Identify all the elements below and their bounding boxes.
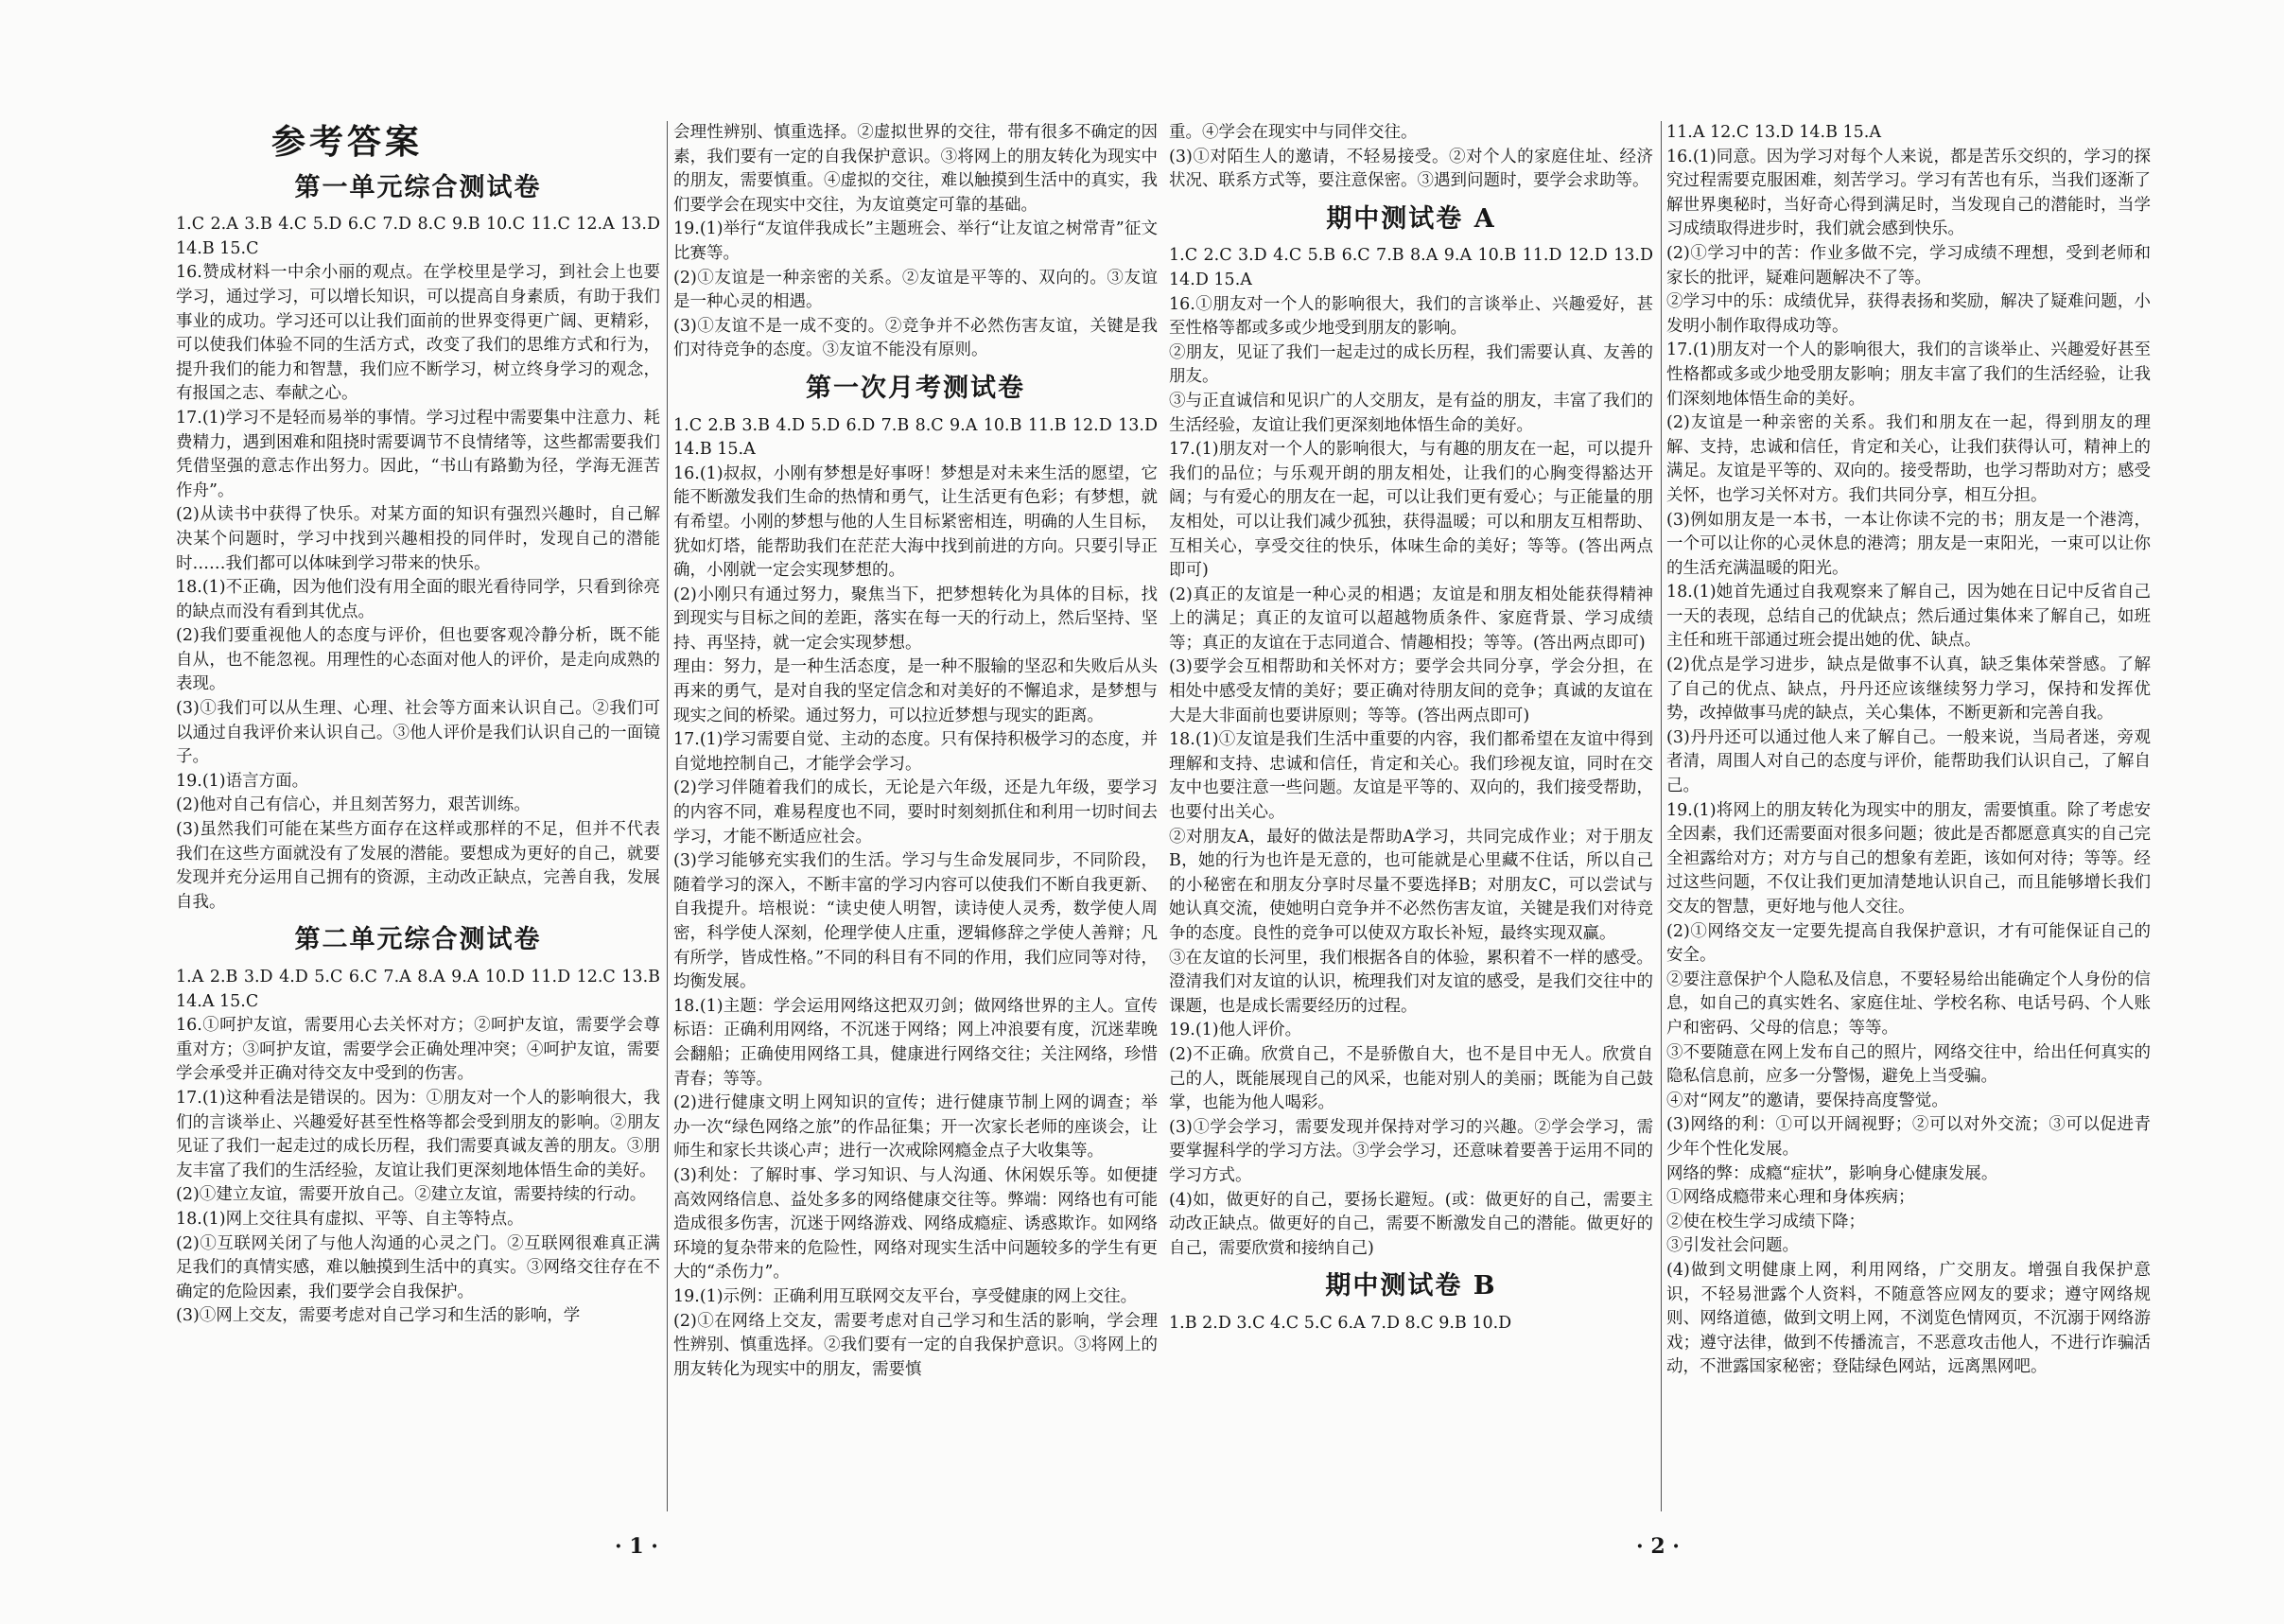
answer-paragraph: (3)①我们可以从生理、心理、社会等方面来认识自己。②我们可以通过自我评价来认识自己。③他人评价是我们认识自己的一面镜子。 (176, 699, 660, 767)
answer-paragraph: 18.(1)她首先通过自我观察来了解自己，因为她在日记中反省自己一天的表现，总结自己的优缺点；然后通过集体来了解自己，如班主任和班干部通过班会提出她的优、缺点。 (1666, 583, 2151, 651)
answer-paragraph: (2)进行健康文明上网知识的宣传；进行健康节制上网的调查；举办一次“绿色网络之旅”的作品征集；开一次家长老师的座谈会，让师生和家长共谈心声；进行一次戒除网瘾金点子大收集等。 (673, 1093, 1158, 1161)
page-title: 参考答案 (270, 122, 423, 162)
answer-paragraph: ②学习中的乐：成绩优异，获得表扬和奖励，解决了疑难问题，小发明小制作取得成功等。 (1666, 292, 2151, 336)
answer-paragraph: ②使在校生学习成绩下降； (1666, 1212, 1865, 1231)
answer-paragraph: 17.(1)朋友对一个人的影响很大，与有趣的朋友在一起，可以提升我们的品位；与乐观开朗的朋友相处，让我们的心胸变得豁达开阔；与有爱心的朋友在一起，可以让我们更有爱心；与正能量的朋友相处，可以让我们减少孤独，获得温暖；可以和朋友互相帮助、互相关心，享受交往的快乐，体味生命的美好；等等。(答出两点即可) (1169, 440, 1653, 581)
section-heading: 期中测试卷 B (1325, 1271, 1497, 1301)
answer-paragraph: (2)①友谊是一种亲密的关系。②友谊是平等的、双向的。③友谊是一种心灵的相遇。 (673, 268, 1158, 312)
multiple-choice-answers: 1.B 2.D 3.C 4.C 5.C 6.A 7.D 8.C 9.B 10.D (1169, 1313, 1512, 1333)
answer-paragraph: (2)①在网络上交友，需要考虑对自己学习和生活的影响，学会理性辨别、慎重选择。②我们要有一定的自我保护意识。③将网上的朋友转化为现实中的朋友，需要慎 (673, 1311, 1158, 1379)
answer-paragraph: 18.(1)①友谊是我们生活中重要的内容，我们都希望在友谊中得到理解和支持、忠诚和信任，肯定和关心。我们珍视友谊，同时在交友中也要注意一些问题。友谊是平等的、双向的，我们接受帮助，也要付出关心。 (1169, 730, 1653, 823)
answer-paragraph: (3)丹丹还可以通过他人来了解自己。一般来说，当局者迷，旁观者清，周围人对自己的态度与评价，能帮助我们认识自己，了解自己。 (1666, 727, 2151, 796)
answer-paragraph: 网络的弊：成瘾“症状”，影响身心健康发展。 (1666, 1163, 1998, 1183)
answer-paragraph: ③与正直诚信和见识广的人交朋友，是有益的朋友，丰富了我们的生活经验，友谊让我们更深刻地体悟生命的美好。 (1169, 391, 1653, 435)
page-number-right: · 2 · (1636, 1534, 1680, 1559)
answer-paragraph: 17.(1)学习不是轻而易举的事情。学习过程中需要集中注意力、耗费精力，遇到困难和阻挠时需要调节不良情绪等，这些都需要我们凭借坚强的意志作出努力。因此，“书山有路勤为径，学海无涯苦作舟”。 (176, 408, 660, 500)
answer-paragraph: ③在友谊的长河里，我们根据各自的体验，累积着不一样的感受。澄清我们对友谊的认识，梳理我们对友谊的感受，是我们交往中的课题，也是成长需要经历的过程。 (1169, 948, 1653, 1016)
section-heading: 第一次月考测试卷 (806, 373, 1025, 403)
answer-paragraph: (2)①学习中的苦：作业多做不完，学习成绩不理想，受到老师和家长的批评，疑难问题解决不了等。 (1666, 243, 2151, 288)
answer-paragraph: 会理性辨别、慎重选择。②虚拟世界的交往，带有很多不确定的因素，我们要有一定的自我保护意识。③将网上的朋友转化为现实中的朋友，需要慎重。④虚拟的交往，难以触摸到生活中的真实，我们要学会在现实中交往，为友谊奠定可靠的基础。 (673, 123, 1158, 215)
answer-paragraph: ②要注意保护个人隐私及信息，不要轻易给出能确定个人身份的信息，如自己的真实姓名、家庭住址、学校名称、电话号码、个人账户和密码、父母的信息；等等。 (1666, 969, 2151, 1038)
multiple-choice-answers: 1.C 2.C 3.D 4.C 5.B 6.C 7.B 8.A 9.A 10.B 11.D 12.D 13.D 14.D 15.A (1169, 246, 1653, 289)
answer-paragraph: (2)学习伴随着我们的成长，无论是六年级，还是九年级，要学习的内容不同，难易程度也不同，要时时刻刻抓住和利用一切时间去学习，才能不断适应社会。 (673, 778, 1158, 847)
answer-paragraph: 19.(1)将网上的朋友转化为现实中的朋友，需要慎重。除了考虑安全因素，我们还需要面对很多问题；彼此是否都愿意真实的自己完全袒露给对方；对方与自己的想象有差距，该如何对待；等等。经过这些问题，不仅让我们更加清楚地认识自己，而且能够增长我们交友的智慧，更好地与他人交往。 (1666, 800, 2151, 917)
multiple-choice-answers: 1.A 2.B 3.D 4.D 5.C 6.C 7.A 8.A 9.A 10.D 11.D 12.C 13.B 14.A 15.C (176, 968, 660, 1011)
column-divider (667, 121, 668, 1511)
multiple-choice-answers: 1.C 2.B 3.B 4.D 5.D 6.D 7.B 8.C 9.A 10.B 11.B 12.D 13.D 14.B 15.A (673, 415, 1158, 460)
section-heading: 第一单元综合测试卷 (294, 172, 542, 202)
answer-paragraph: 19.(1)他人评价。 (1169, 1021, 1302, 1040)
answer-paragraph: 17.(1)学习需要自觉、主动的态度。只有保持积极学习的态度，并自觉地控制自己，才能学会学习。 (673, 730, 1158, 774)
answer-paragraph: (3)①学会学习，需要发现并保持对学习的兴趣。②学会学习，需要掌握科学的学习方法。③学会学习，还意味着要善于运用不同的学习方式。 (1169, 1117, 1653, 1185)
answer-paragraph: (3)网络的利：①可以开阔视野；②可以对外交流；③可以促进青少年个性化发展。 (1666, 1115, 2151, 1159)
answer-paragraph: (2)小刚只有通过努力，聚焦当下，把梦想转化为具体的目标，找到现实与目标之间的差距，落实在每一天的行动上，然后坚持、坚持、再坚持，就一定会实现梦想。 (673, 585, 1158, 653)
answer-paragraph: ④对“网友”的邀请，要保持高度警觉。 (1666, 1091, 1948, 1110)
answer-paragraph: 18.(1)主题：学会运用网络这把双刃剑；做网络世界的主人。宣传标语：正确利用网络，不沉迷于网络；网上冲浪要有度，沉迷辈晚会翻船；正确使用网络工具，健康进行网络交往；关注网络，珍惜青春；等等。 (673, 996, 1158, 1089)
answer-paragraph: (3)要学会互相帮助和关怀对方；要学会共同分享，学会分担，在相处中感受友情的美好；要正确对待朋友间的竞争；真诚的友谊在大是大非面前也要讲原则；等等。(答出两点即可) (1169, 657, 1653, 725)
multiple-choice-answers: 11.A 12.C 13.D 14.B 15.A (1666, 123, 1881, 142)
answer-paragraph: 17.(1)朋友对一个人的影响很大，我们的言谈举止、兴趣爱好甚至性格都或多或少地受朋友影响；朋友丰富了我们的生活经验，让我们深刻地体悟生命的美好。 (1666, 341, 2151, 409)
answer-paragraph: (3)①友谊不是一成不变的。②竞争并不必然伤害友谊，关键是我们对待竞争的态度。③友谊不能没有原则。 (673, 316, 1158, 360)
answer-paragraph: (3)例如朋友是一本书，一本让你读不完的书；朋友是一个港湾，一个可以让你的心灵休息的港湾；朋友是一束阳光，一束可以让你的生活充满温暖的阳光。 (1666, 510, 2151, 578)
answer-paragraph: 17.(1)这种看法是错误的。因为：①朋友对一个人的影响很大，我们的言谈举止、兴趣爱好甚至性格等都会受到朋友的影响。②朋友见证了我们一起走过的成长历程，我们需要真诚友善的朋友。③朋友丰富了我们的生活经验，友谊让我们更深刻地体悟生命的美好。 (176, 1088, 660, 1180)
answer-paragraph: ①网络成瘾带来心理和身体疾病； (1666, 1188, 1915, 1208)
answer-paragraph: (2)不正确。欣赏自己，不是骄傲自大，也不是目中无人。欣赏自己的人，既能展现自己的风采，也能对别人的美丽；既能为自己鼓掌，也能为他人喝彩。 (1169, 1044, 1653, 1113)
answer-paragraph: (3)学习能够充实我们的生活。学习与生命发展同步，不同阶段，随着学习的深入，不断丰富的学习内容可以使我们不断自我更新、自我提升。培根说：“读史使人明智，读诗使人灵秀，数学使人周密，科学使人深刻，伦理学使人庄重，逻辑修辞之学使人善辩；凡有所学，皆成性格。”不同的科目有不同的作用，我们应同等对待，均衡发展。 (673, 851, 1158, 992)
answer-paragraph: 19.(1)示例：正确利用互联网交友平台，享受健康的网上交往。 (673, 1286, 1138, 1306)
answer-paragraph: (3)利处：了解时事、学习知识、与人沟通、休闲娱乐等。如便捷高效网络信息、益处多多的网络健康交往等。弊端：网络也有可能造成很多伤害，沉迷于网络游戏、网络成瘾症、诱惑欺诈。如网络环境的复杂带来的危险性，网络对现实生活中问题较多的学生有更大的“杀伤力”。 (673, 1165, 1158, 1283)
answer-paragraph: ②对朋友A，最好的做法是帮助A学习，共同完成作业；对于朋友B，她的行为也许是无意的，也可能就是心里藏不住话，所以自己的小秘密在和朋友分享时尽量不要选择B；对朋友C，可以尝试与她认真交流，使她明白竞争并不必然伤害友谊，关键是我们对待竞争的态度。良性的竞争可以使双方取长补短，最终实现双赢。 (1169, 827, 1653, 943)
answer-paragraph: 16.(1)同意。因为学习对每个人来说，都是苦乐交织的，学习的探究过程需要克服困难，刻苦学习。学习有苦也有乐，当我们逐渐了解世界奥秘时，当好奇心得到满足时，当发现自己的潜能时，当学习成绩取得进步时，我们就会感到快乐。 (1666, 147, 2151, 239)
answer-paragraph: (4)做到文明健康上网，利用网络，广交朋友。增强自我保护意识，不轻易泄露个人资料，不随意答应网友的要求；遵守网络规则、网络道德，做到文明上网，不浏览色情网页，不沉溺于网络游戏；遵守法律，做到不传播流言，不恶意攻击他人，不进行诈骗活动，不泄露国家秘密；登陆绿色网站，远离黑网吧。 (1666, 1260, 2151, 1377)
section-heading: 第二单元综合测试卷 (294, 925, 542, 955)
page-number-left: · 1 · (615, 1534, 658, 1559)
answer-paragraph: (2)①网络交友一定要先提高自我保护意识，才有可能保证自己的安全。 (1666, 921, 2151, 966)
answer-paragraph: 18.(1)不正确，因为他们没有用全面的眼光看待同学，只看到徐亮的缺点而没有看到其优点。 (176, 578, 660, 621)
answer-paragraph: 16.赞成材料一中余小丽的观点。在学校里是学习，到社会上也要学习，通过学习，可以增长知识，可以提高自身素质，有助于我们事业的成功。学习还可以让我们面前的世界变得更广阔、更精彩，可以使我们体验不同的生活方式，改变了我们的思维方式和行为，提升我们的能力和智慧，我们应不断学习，树立终身学习的观念，有报国之志、奉献之心。 (176, 263, 660, 404)
answer-paragraph: 重。④学会在现实中与同伴交往。 (1169, 123, 1418, 142)
answer-paragraph: (2)优点是学习进步，缺点是做事不认真，缺乏集体荣誉感。了解了自己的优点、缺点，丹丹还应该继续努力学习，保持和发挥优势，改掉做事马虎的缺点，关心集体，不断更新和完善自我。 (1666, 655, 2151, 724)
answer-paragraph: ③不要随意在网上发布自己的照片，网络交往中，给出任何真实的隐私信息前，应多一分警惕，避免上当受骗。 (1666, 1042, 2151, 1087)
section-heading: 期中测试卷 A (1326, 203, 1496, 234)
column-4 (1666, 121, 2151, 1530)
column-2 (673, 121, 1158, 1530)
answer-paragraph: (2)我们要重视他人的态度与评价，但也要客观冷静分析，既不能自从，也不能忽视。用理性的心态面对他人的评价，是走向成熟的表现。 (176, 626, 660, 694)
answer-paragraph: (2)真正的友谊是一种心灵的相遇；友谊是和朋友相处能获得精神上的满足；真正的友谊可以超越物质条件、家庭背景、学习成绩等；真正的友谊在于志同道合、情趣相投；等等。(答出两点即可) (1169, 585, 1653, 653)
column-3 (1169, 121, 1653, 1530)
answer-paragraph: (2)①互联网关闭了与他人沟通的心灵之门。②互联网很难真正满足我们的真情实感，难以触摸到生活中的真实。③网络交往存在不确定的危险因素，我们要学会自我保护。 (176, 1233, 660, 1301)
answer-paragraph: 16.①朋友对一个人的影响很大，我们的言谈举止、兴趣爱好，甚至性格等都或多或少地受到朋友的影响。 (1169, 294, 1653, 339)
answer-paragraph: (3)虽然我们可能在某些方面存在这样或那样的不足，但并不代表我们在这些方面就没有了发展的潜能。要想成为更好的自己，就要发现并充分运用自己拥有的资源，主动改正缺点，完善自我，发展自我。 (176, 820, 660, 912)
answer-paragraph: (2)友谊是一种亲密的关系。我们和朋友在一起，得到朋友的理解、支持，忠诚和信任，肯定和关心，让我们获得认可，精神上的满足。友谊是平等的、双向的。接受帮助，也学习帮助对方；感受关怀，也学习关怀对方。我们共同分享，相互分担。 (1666, 413, 2151, 505)
answer-paragraph: 18.(1)网上交往具有虚拟、平等、自主等特点。 (176, 1209, 524, 1229)
answer-paragraph: (2)从读书中获得了快乐。对某方面的知识有强烈兴趣时，自己解决某个问题时，学习中找到兴趣相投的同伴时，发现自己的潜能时……我们都可以体味到学习带来的快乐。 (176, 505, 660, 573)
answer-paragraph: (2)①建立友谊，需要开放自己。②建立友谊，需要持续的行动。 (176, 1185, 647, 1205)
answer-paragraph: (4)如，做更好的自己，要扬长避短。(或：做更好的自己，需要主动改正缺点。做更好的自己，需要不断激发自己的潜能。做更好的自己，需要欣赏和接纳自己) (1169, 1190, 1653, 1258)
multiple-choice-answers: 1.C 2.A 3.B 4.C 5.D 6.C 7.D 8.C 9.B 10.C 11.C 12.A 13.D 14.B 15.C (176, 215, 660, 258)
column-1 (176, 121, 660, 1530)
answer-paragraph: (3)①对陌生人的邀请，不轻易接受。②对个人的家庭住址、经济状况、联系方式等，要注意保密。③遇到问题时，要学会求助等。 (1169, 147, 1653, 191)
answer-paragraph: 16.①呵护友谊，需要用心去关怀对方；②呵护友谊，需要学会尊重对方；③呵护友谊，需要学会正确处理冲突；④呵护友谊，需要学会承受并正确对待交友中受到的伤害。 (176, 1016, 660, 1084)
answer-paragraph: ③引发社会问题。 (1666, 1236, 1799, 1256)
answer-paragraph: 19.(1)语言方面。 (176, 771, 309, 791)
answer-paragraph: 19.(1)举行“友谊伴我成长”主题班会、举行“让友谊之树常青”征文比赛等。 (673, 219, 1158, 263)
answer-paragraph: 16.(1)叔叔，小刚有梦想是好事呀！梦想是对未来生活的愿望，它能不断激发我们生命的热情和勇气，让生活更有色彩；有梦想，就有希望。小刚的梦想与他的人生目标紧密相连，明确的人生目标，犹如灯塔，能帮助我们在茫茫大海中找到前进的方向。只要引导正确，小刚就一定会实现梦想的。 (673, 463, 1158, 581)
answer-paragraph: (3)①网上交友，需要考虑对自己学习和生活的影响，学 (176, 1306, 581, 1326)
answer-paragraph: (2)他对自己有信心，并且刻苦努力，艰苦训练。 (176, 795, 531, 815)
answer-paragraph: ②朋友，见证了我们一起走过的成长历程，我们需要认真、友善的朋友。 (1169, 342, 1653, 387)
answer-paragraph: 理由：努力，是一种生活态度，是一种不服输的坚忍和失败后从头再来的勇气，是对自我的坚定信念和对美好的不懈追求，是梦想与现实之间的桥梁。通过努力，可以拉近梦想与现实的距离。 (673, 657, 1158, 725)
column-divider (1661, 121, 1662, 1511)
